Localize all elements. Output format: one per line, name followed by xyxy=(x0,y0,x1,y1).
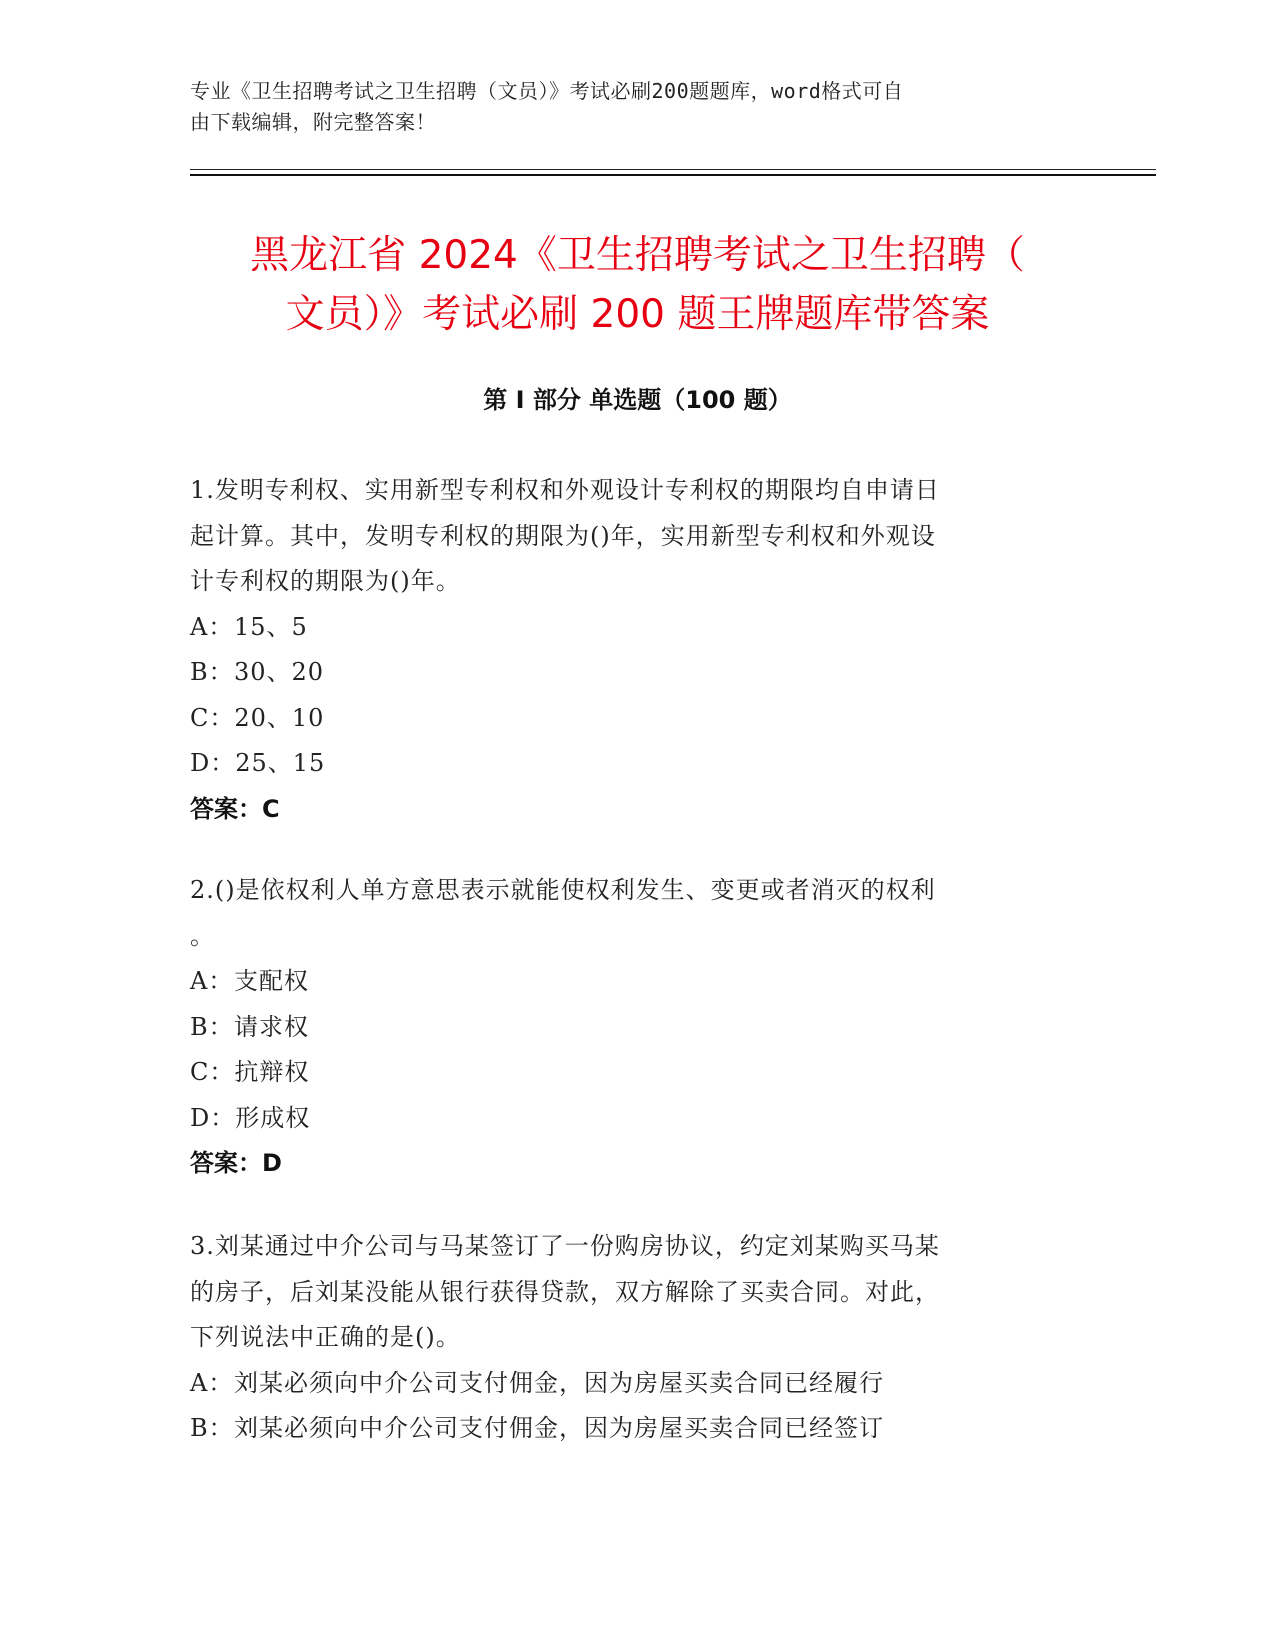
document-title xyxy=(150,226,1125,344)
option-key: A： xyxy=(190,967,234,995)
stem-line: 下列说法中正确的是()。 xyxy=(190,1323,461,1351)
document-title-line: 黑龙江省 2024《卫生招聘考试之卫生招聘（ xyxy=(250,233,1025,278)
option-text: 25、15 xyxy=(235,749,326,777)
answer: 答案：C xyxy=(190,794,280,823)
header-note-line: 由下载编辑，附完整答案！ xyxy=(190,110,436,134)
option-key: C： xyxy=(190,703,235,732)
option-d xyxy=(190,741,1070,787)
header-note xyxy=(190,76,1070,138)
header-divider-thin xyxy=(190,169,1156,170)
option-key: B： xyxy=(190,1012,234,1041)
answer: 答案：D xyxy=(190,1149,282,1177)
question-2 xyxy=(190,868,1070,1187)
stem-line: 2.()是依权利人单方意思表示就能使权利发生、变更或者消灭的权利 xyxy=(190,876,936,904)
option-key: B： xyxy=(190,1414,234,1442)
option-c xyxy=(190,696,1070,742)
option-text: 20、10 xyxy=(234,703,325,732)
question-stem xyxy=(190,468,1070,605)
header-note-line: 专业《卫生招聘考试之卫生招聘（文员）》考试必刷200题题库，word格式可自 xyxy=(190,79,904,103)
section-title: 第 I 部分 单选题（100 题） xyxy=(483,386,792,414)
stem-line: 起计算。其中，发明专利权的期限为()年，实用新型专利权和外观设 xyxy=(190,521,936,550)
stem-line: 计专利权的期限为()年。 xyxy=(190,567,461,595)
option-key: D： xyxy=(190,749,236,777)
option-text: 支配权 xyxy=(234,967,309,995)
option-text: 刘某必须向中介公司支付佣金，因为房屋买卖合同已经履行 xyxy=(234,1368,884,1397)
option-b xyxy=(190,1406,1070,1452)
option-d xyxy=(190,1096,1070,1142)
option-text: 刘某必须向中介公司支付佣金，因为房屋买卖合同已经签订 xyxy=(234,1414,884,1442)
option-text: 30、20 xyxy=(234,658,325,686)
header-divider-thick xyxy=(190,174,1156,176)
option-text: 15、5 xyxy=(234,612,308,641)
option-a xyxy=(190,1361,1070,1407)
option-text: 抗辩权 xyxy=(234,1058,310,1086)
stem-line: 。 xyxy=(190,921,215,950)
option-key: A： xyxy=(190,1368,234,1397)
stem-line: 1.发明专利权、实用新型专利权和外观设计专利权的期限均自申请日 xyxy=(190,476,940,504)
option-key: B： xyxy=(190,658,234,686)
question-stem xyxy=(190,1224,1070,1361)
option-text: 请求权 xyxy=(234,1012,309,1041)
stem-line: 3.刘某通过中介公司与马某签订了一份购房协议，约定刘某购买马某 xyxy=(190,1232,940,1260)
option-b xyxy=(190,1005,1070,1051)
question-stem xyxy=(190,868,1070,959)
option-text: 形成权 xyxy=(235,1103,311,1132)
option-c xyxy=(190,1050,1070,1096)
option-key: D： xyxy=(190,1103,236,1132)
option-key: A： xyxy=(190,612,234,641)
option-a xyxy=(190,605,1070,651)
option-a xyxy=(190,959,1070,1005)
option-b xyxy=(190,650,1070,696)
option-key: C： xyxy=(190,1058,235,1086)
document-title-line: 文员）》考试必刷 200 题王牌题库带答案 xyxy=(285,292,990,337)
stem-line: 的房子，后刘某没能从银行获得贷款，双方解除了买卖合同。对此， xyxy=(190,1277,940,1306)
question-1 xyxy=(190,468,1070,832)
question-3 xyxy=(190,1224,1070,1452)
